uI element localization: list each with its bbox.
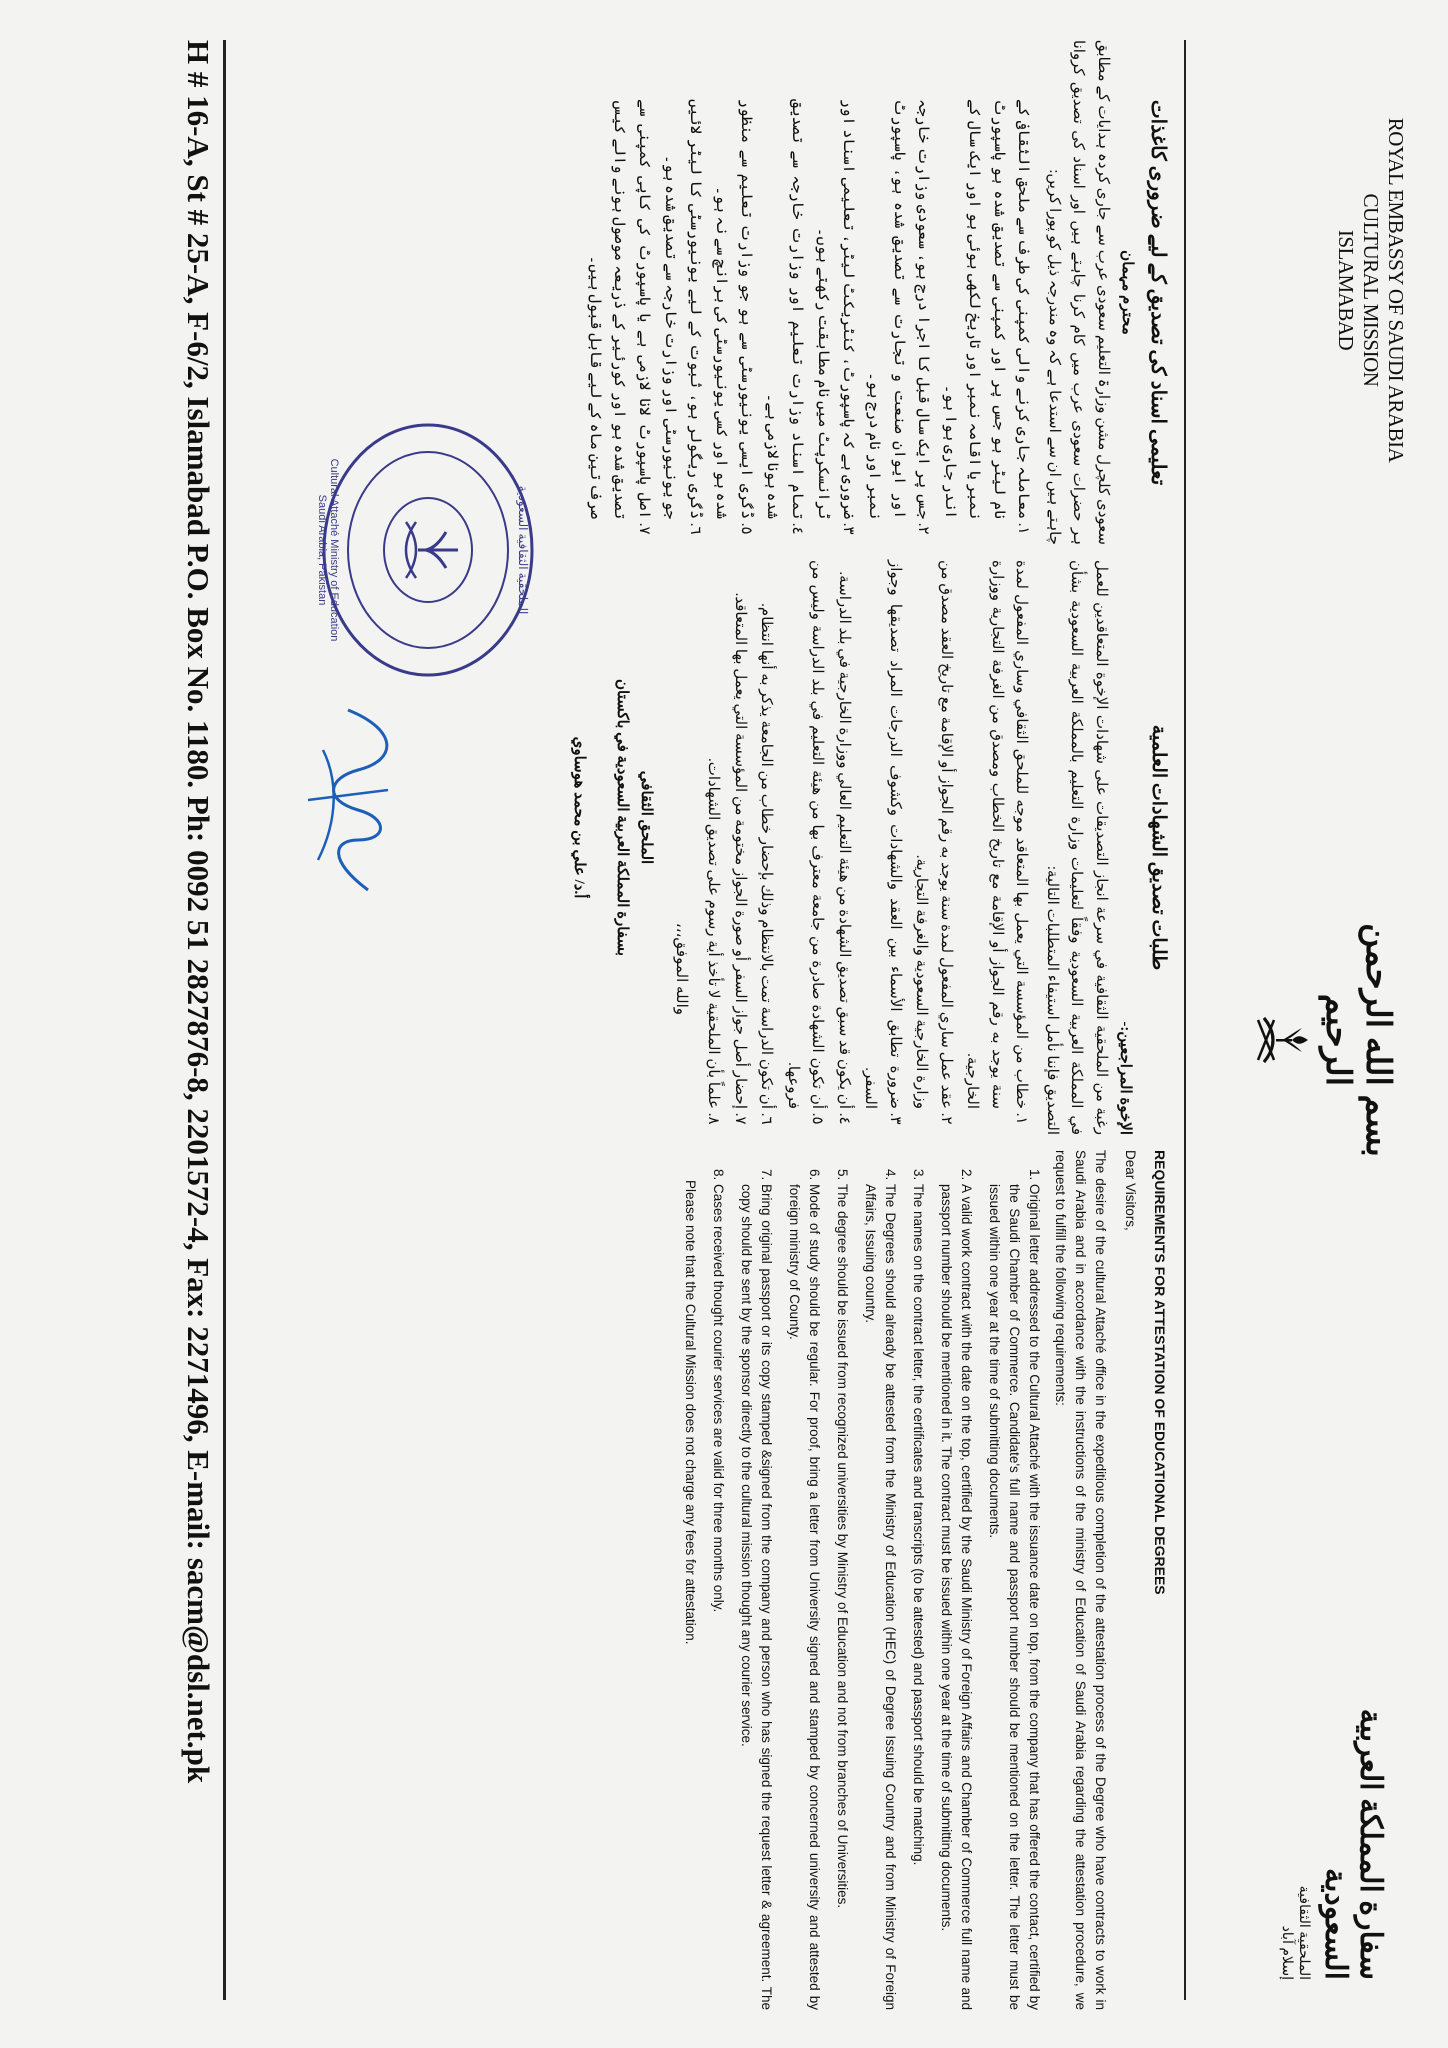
embassy-english-line-2: CULTURAL MISSION [1359,193,1383,387]
english-title: REQUIREMENTS FOR ATTESTATION OF EDUCATIONAL DEGREES [1152,1150,1168,1595]
list-item: 4. تمام اسناد وزارت تعلیم اور وزارت خارجہ سے تصدیق شدہ ہونا لازمی ہے۔ [760,99,809,519]
signatory-name: أ.د/ علي بن محمد هوساوي [571,736,588,899]
list-item: 7. Bring original passport or its copy stamped &signed from the company and person who has signed the request letter & agreement. The copy should be sent by the sponsor directly to the cultural mission thought any courier service. [736,1184,776,2010]
urdu-requirements-list [583,99,1036,545]
arabic-requirements-list [701,560,1034,1135]
list-item: 4. The Degrees should already be attested from the Ministry of Education (HEC) of Degree Issuing Country and from Ministry of Foreign Affairs, Issuing country. [860,1184,900,2010]
english-note: Please note that the Cultural Mission does not charge any fees for attestation. [683,1180,698,1645]
embassy-arabic-logo: سفارة المملكة العربية السعودية [1319,1708,1387,1980]
list-item: 1. معاملہ جاری کرنے والی کمپنی کی طرف سے ملحق الثقافی کے نام لیٹر ہو جس پر اور کمپنی سے تصدیق شدہ ہو پاسپورٹ نمبر یا اقامہ نمبر اور تاریخ لکھی ہوئی ہو اور ایک سال کے اندر جاری ہوا ہو۔ [938,99,1036,519]
arabic-title: طلبات تصديق الشهادات العلمية [1148,724,1169,971]
list-item: 1. Original letter addressed to the Cultural Attaché with the issuance date on top, from the company that has offered the contact, certified by the Saudi Chamber of Commerce. Candidate's full name and passport number should be mentioned on the letter. The letter must be issued within one year at the time of submitting documents. [984,1184,1044,2010]
list-item: 8. علماً بأن الملحقية لا تأخذ أية رسوم على تصديق الشهادات. [701,560,726,1109]
bismillah: بسم الله الرحمن الرحيم [1319,923,1396,1157]
city-arabic: إسلام آباد [1279,1925,1294,1980]
urdu-greeting: محترم مہمان [1119,250,1136,335]
stamp-text: Cultural Attaché Ministry of Education Saudi Arabia, Pakistan [316,458,340,642]
list-item: 3. ضروری ہے کہ پاسپورٹ، کنٹریکٹ لیٹر، تعلیمی اسناد اور ٹرانسکرپٹ میں نام مطابقت رکھتے ہوں۔ [811,99,860,519]
list-item: 5. The degree should be issued from recognized universities by Ministry of Education and not from branches of Universities. [832,1184,852,2010]
mission-arabic: الملحقية الثقافية [1296,1885,1311,1980]
arabic-greeting: الإخوة المراجعين:- [1117,1021,1134,1135]
footer-divider [223,40,226,2000]
list-item: 2. جس پر ایک سال قبل کا اجرا درج ہو، سعودی وزارت خارجہ اور ایوان صنعت و تجارت سے تصدیق شدہ ہو، پاسپورٹ نمبر اور نام درج ہو۔ [862,99,936,519]
list-item: 6. أن تكون الدراسة تمت بالانتظام وذلك بإحضار خطاب من الجامعة يذكر به أنها انتظام. [754,560,779,1109]
signature-block [567,560,659,1135]
list-item: 4. أن يكون قد سبق تصديق الشهادة من هيئة التعليم العالي ووزارة الخارجية في بلد الدراسة. [832,560,857,1109]
list-item: 8. Cases received thought courier services are valid for three months only. [708,1184,728,2010]
list-item: 3. ضرورة تطابق الأسماء بين العقد والشهادات وكشوف الدرجات المراد تصديقها وجواز السفر. [858,560,907,1109]
stamp-text-arabic: الملحقية الثقافية السعودية [516,485,530,615]
list-item: 6. ڈگری ریگولر ہو، ثبوت کے لیے یونیورسٹی کا لیٹر لائیں جو یونیورسٹی اور وزارت خارجہ سے تصدیق شدہ ہو۔ [658,99,707,519]
arabic-intro: رغبة من الملحقية الثقافية في سرعة انجاز التصديقات على شهادات الإخوة المتعاقدين للعمل في المملكة العربية السعودية وفقاً لتعليمات وزارة التعليم بالمملكة العربية السعودية بشأن التصديق فإننا نأمل استيفاء المتطلبات التالية: [1044,560,1109,1135]
list-item: 7. اصل پاسپورٹ لانا لازمی ہے یا پاسپورٹ کی کاپی کمپنی سے تصدیق شدہ ہو اور کورئیر کے ذریعہ موصول ہونے والے کیس صرف تین ماہ کے لیے قابل قبول ہیں۔ [583,99,657,519]
signatory-organization: بسفارة المملكة العربية السعودية في باكستان [614,679,630,956]
embassy-english-line-3: ISLAMABAD [1334,229,1358,351]
header-right [1278,1600,1388,1980]
list-item: 2. A valid work contract with the date on the top, certified by the Saudi Ministry of Foreign Affairs and Chamber of Commerce full name and passport number should be mentioned in it. The contract must be issued within one year at the time of submitting documents. [936,1184,976,2010]
english-section [680,1150,1170,2010]
list-item: 7. إحضار أصل جواز السفر أو صورة الجواز مختومة من المؤسسة التي يعمل بها المتعاقد. [728,560,753,1109]
handwritten-signature [298,690,418,910]
list-item: 2. عقد عمل ساري المفعول لمدة سنة يوجد به رقم الجواز أو الإقامة مع تاريخ العقد مصدق من وزارة الخارجية السعودية والغرفة التجارية. [909,560,958,1109]
header-center [1245,880,1398,1200]
embassy-english-line-1: ROYAL EMBASSY OF SAUDI ARABIA [1384,117,1408,463]
list-item: 1. خطاب من المؤسسة التي يعمل بها المتعاقد موجه للملحق الثقافي وساري المفعول لمدة سنة يوجد به رقم الجواز أو الإقامة مع تاريخ الخطاب ومصدق من الغرفة التجارية ووزارة الخارجية. [960,560,1034,1109]
header-divider [1184,40,1186,2000]
list-item: 5. أن تكون الشهادة صادرة من جامعة معترف بها من هيئة التعليم في بلد الدراسة وليس من فروعها. [781,560,830,1109]
english-intro: The desire of the cultural Attaché office in the expeditious completion of the attestation process of the Degree who have contracts to work in Saudi Arabia and in accordance with the instructions of the ministry of Education of Saudi Arabia regarding the attestation procedure, we request to fulfill the following requirements: [1053,1150,1108,2010]
arabic-section [567,560,1170,1135]
list-item: 6. Mode of study should be regular. For proof, bring a letter from University signed and stamped by concerned university and attested by foreign ministry of County. [784,1184,824,2010]
list-item: 3. The names on the contract letter, the certificates and transcripts (to be attested) and passport should be matching. [908,1184,928,2010]
official-stamp [318,420,538,680]
arabic-closing: والله الموفق،،، [673,922,689,1015]
footer-address: H # 16-A, St # 25-A, F-6/2, Islamabad P.O. Box No. 1180. Ph: 0092 51 2827876-8, 2201572-4, Fax: 2271496, E-mail: sacm@dsl.net.pk [181,40,216,1784]
urdu-section [581,40,1171,545]
english-greeting: Dear Visitors, [1123,1150,1138,1231]
urdu-title: تعلیمی اسناد کی تصدیق کے لیے ضروری کاغذات [1147,99,1169,486]
header-left [1333,80,1408,500]
urdu-intro: سعودی کلچرل مشن وزارۃ التعلیم سعودی عرب سے جاری کردہ ہدایات کے مطابق ہر حضرات سعودی عرب میں کام کرنا چاہتے ہیں اور اسناد کی تصدیق کروانا چاہتے ہیں ان سے استدعا ہے کہ وہ مندرجہ ذیل کو پورا کریں: [1046,40,1111,545]
saudi-emblem-icon [1250,1010,1312,1070]
list-item: 5. ڈگری ایسی یونیورسٹی سے ہو جو وزارت تعلیم سے منظور شدہ ہو اور کسی یونیورسٹی کی برانچ سے نہ ہو۔ [709,99,758,519]
signatory-title: الملحق الثقافي [638,770,655,865]
english-requirements-list [708,1150,1044,2010]
